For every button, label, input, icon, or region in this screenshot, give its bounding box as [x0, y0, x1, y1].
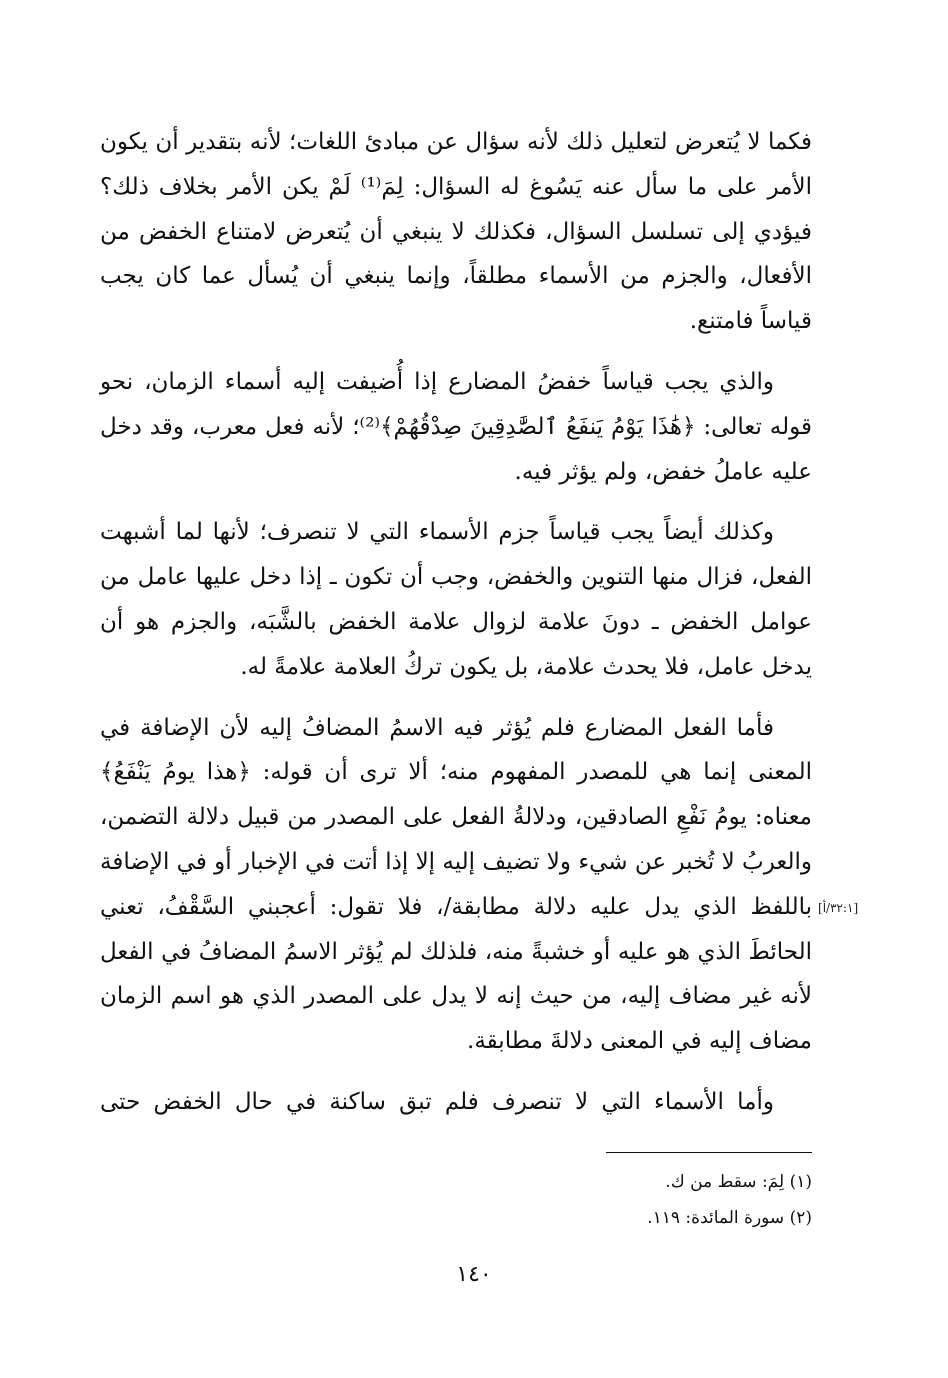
main-text — [100, 120, 812, 1125]
footnotes — [400, 1164, 812, 1236]
paragraph-1: فكما لا يُتعرض لتعليل ذلك لأنه سؤال عن مبادئ اللغات؛ لأنه بتقدير أن يكون الأمر على ما سأل عنه يَسُوغ له السؤال: لِمَ⁽¹⁾ لَمْ يكن الأمر بخلاف ذلك؟ فيؤدي إلى تسلسل السؤال، فكذلك لا ينبغي أن يُتعرض لامتناع الخفض من الأفعال، والجزم من الأسماء مطلقاً، وإنما ينبغي أن يُسأل عما كان يجب قياساً فامتنع. — [100, 129, 812, 335]
footnote-divider — [606, 1152, 812, 1153]
manuscript-folio-marker: [٣٢:١/أ] — [818, 901, 859, 915]
paragraph-4: فأما الفعل المضارع فلم يُؤثر فيه الاسمُ المضافُ إليه لأن الإضافة في المعنى إنما هي للمصدر المفهوم منه؛ ألا ترى أن قوله: ﴿هذا يومُ يَنْفَعُ﴾ معناه: يومُ نَفْعِ الصادقين، ودلالةُ الفعل على المصدر من قبيل دلالة التضمن، والعربُ لا تُخبر عن شيء ولا تضيف إليه إلا إذا أتت في الإخبار أو في الإضافة باللفظ الذي يدل عليه دلالة مطابقة/، فلا تقول: أعجبني السَّقْفُ، تعني الحائطَ الذي هو عليه أو خشبةً منه، فلذلك لم يُؤثر الاسمُ المضافُ في الفعل لأنه غير مضاف إليه، من حيث إنه لا يدل على المصدر الذي هو اسم الزمان مضاف إليه في المعنى دلالةَ مطابقة. — [100, 714, 812, 1055]
footnote-2: (٢) سورة المائدة: ١١٩. — [647, 1208, 812, 1228]
paragraph-5: وأما الأسماء التي لا تنصرف فلم تبق ساكنة في حال الخفض حتى — [100, 1088, 774, 1115]
paragraph-2: والذي يجب قياساً خفضُ المضارع إذا أُضيفت إليه أسماء الزمان، نحو قوله تعالى: ﴿هَٰذَا يَوْمُ يَنفَعُ ٱلصَّٰدِقِينَ صِدْقُهُمْ﴾⁽²⁾؛ لأنه فعل معرب، وقد دخل عليه عاملُ خفض، ولم يؤثر فيه. — [100, 368, 813, 485]
footnote-1: (١) لِمَ: سقط من ك. — [665, 1172, 812, 1192]
page-number: ١٤٠ — [456, 1262, 492, 1287]
paragraph-3: وكذلك أيضاً يجب قياساً جزم الأسماء التي لا تنصرف؛ لأنها لما أشبهت الفعل، فزال منها التنوين والخفض، وجب أن تكون ـ إذا دخل عليها عامل من عوامل الخفض ـ دونَ علامة لزوال علامة الخفض بالشَّبَه، والجزم هو أن يدخل عامل، فلا يحدث علامة، بل يكون تركُ العلامة علامةً له. — [100, 519, 812, 680]
